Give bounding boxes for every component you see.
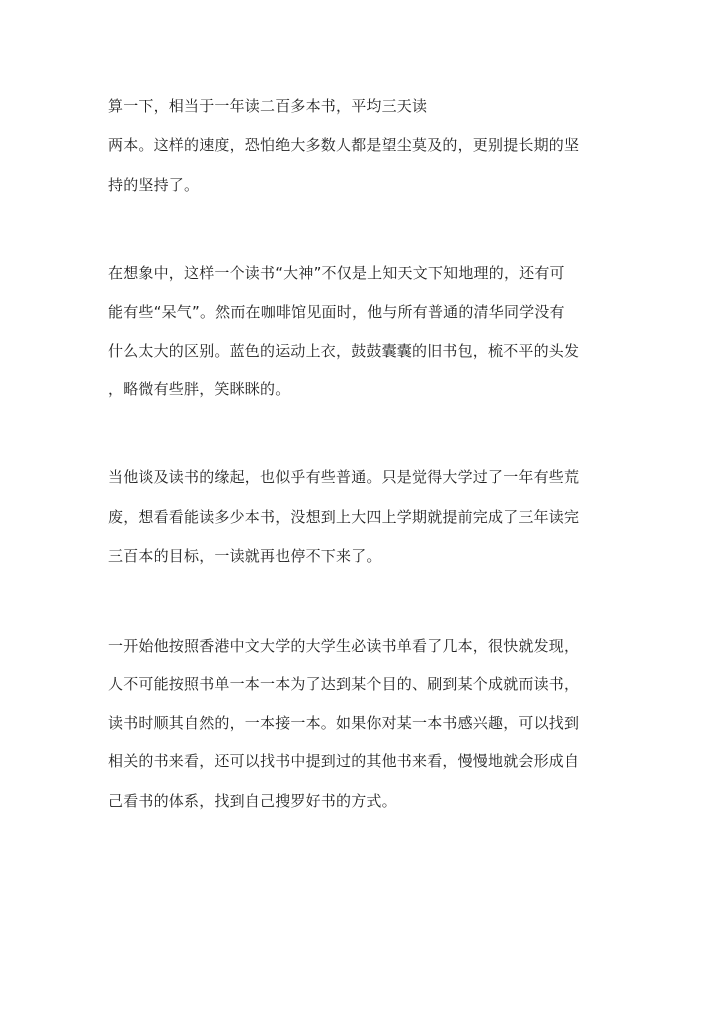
text-line: ，略微有些胖，笑眯眯的。 (108, 380, 291, 398)
text-line: 在想象中，这样一个读书“大神”不仅是上知天文下知地理的，还有可 (108, 264, 565, 282)
text-line: 一开始他按照香港中文大学的大学生必读书单看了几本，很快就发现， (108, 637, 580, 655)
text-line: 读书时顺其自然的，一本接一本。如果你对某一本书感兴趣，可以找到 (108, 714, 580, 732)
text-line: 两本。这样的速度，恐怕绝大多数人都是望尘莫及的，更别提长期的坚 (108, 136, 580, 154)
text-line: 相关的书来看，还可以找书中提到过的其他书来看，慢慢地就会形成自 (108, 752, 580, 770)
text-line: 人不可能按照书单一本一本为了达到某个目的、刷到某个成就而读书， (108, 675, 580, 693)
text-line: 当他谈及读书的缘起，也似乎有些普通。只是觉得大学过了一年有些荒 (108, 468, 580, 486)
text-line: 能有些“呆气”。然而在咖啡馆见面时，他与所有普通的清华同学没有 (108, 303, 565, 321)
text-line: 废，想看看能读多少本书，没想到上大四上学期就提前完成了三年读完 (108, 508, 580, 526)
text-line: 三百本的目标，一读就再也停不下来了。 (108, 547, 382, 565)
text-line: 算一下，相当于一年读二百多本书，平均三天读 (108, 97, 428, 115)
text-line: 己看书的体系，找到自己搜罗好书的方式。 (108, 792, 397, 810)
text-line: 什么太大的区别。蓝色的运动上衣，鼓鼓囊囊的旧书包，梳不平的头发 (108, 342, 580, 360)
text-line: 持的坚持了。 (108, 176, 200, 194)
